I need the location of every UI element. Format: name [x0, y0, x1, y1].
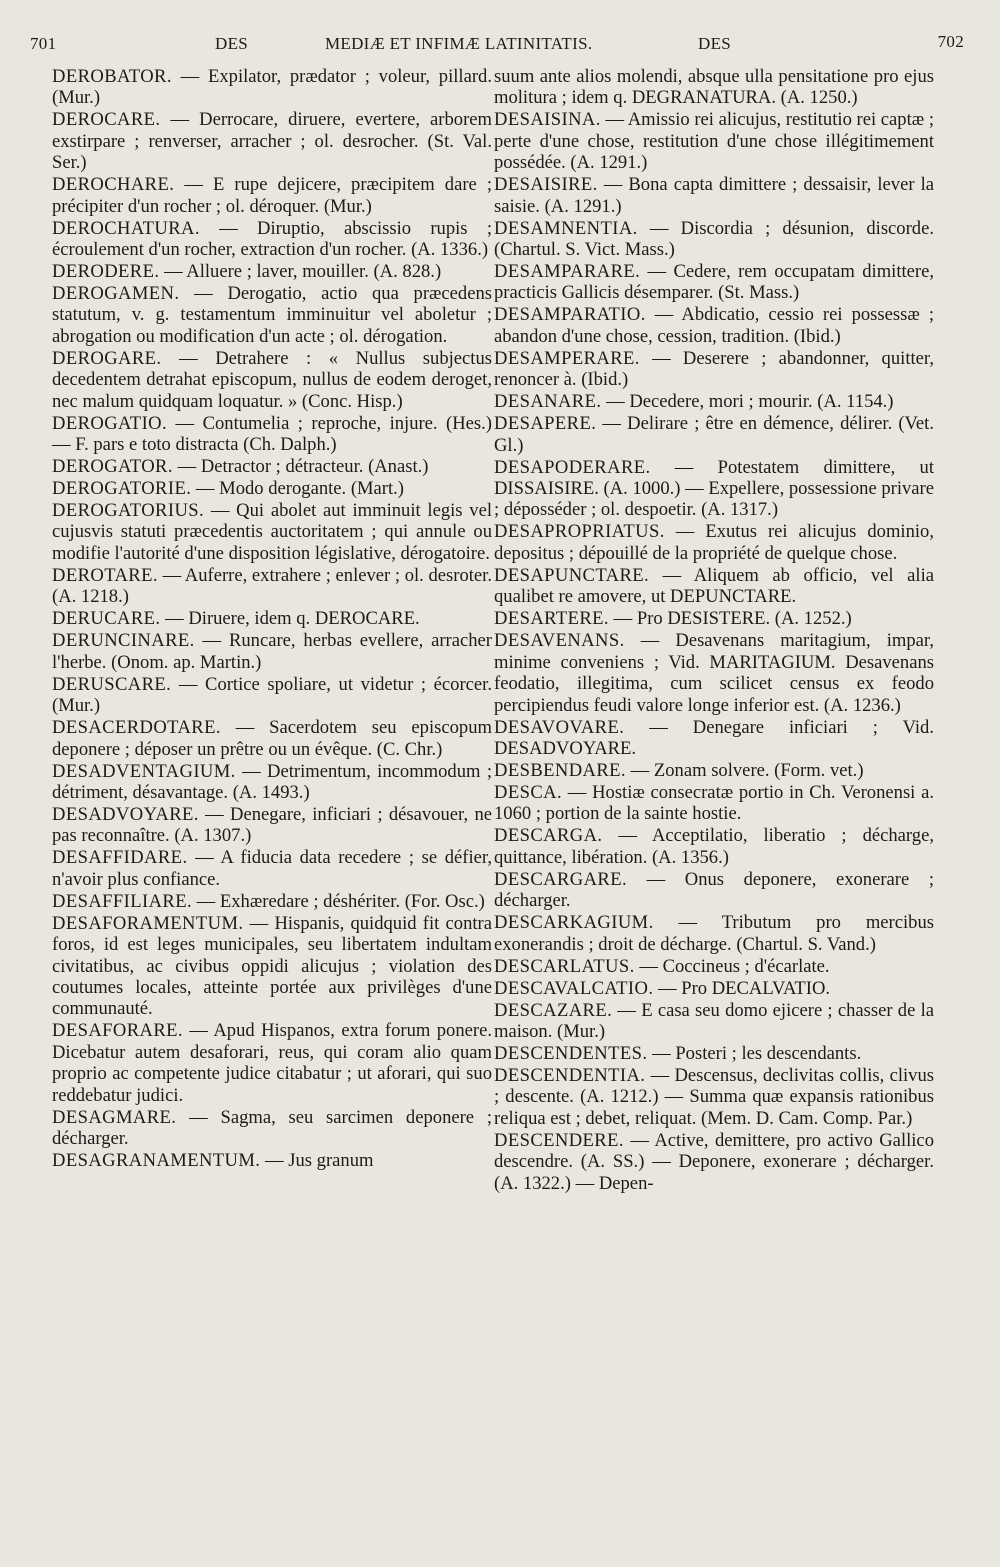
- dictionary-entry: [52, 283, 492, 347]
- entry-headword: DESAMNENTIA.: [494, 217, 638, 239]
- entry-headword: DEROGATORIUS.: [52, 500, 205, 522]
- dictionary-entry: [494, 174, 934, 217]
- dictionary-entry: [52, 804, 492, 847]
- entry-headword: DESAVENANS.: [494, 630, 625, 652]
- entry-definition: — Posteri ; les descendants.: [647, 1042, 862, 1064]
- dictionary-entry: [52, 674, 492, 717]
- entry-definition: — E casa seu domo ejicere ; chasser de la maison. (Mur.): [494, 999, 934, 1042]
- entry-headword: DESAPERE.: [494, 413, 597, 435]
- entry-headword: DESAISINA.: [494, 109, 601, 131]
- entry-headword: DESAGMARE.: [52, 1106, 177, 1128]
- dictionary-entry: [52, 261, 492, 282]
- entry-definition: — Diruere, idem q. DEROCARE.: [160, 608, 420, 630]
- dictionary-entry: [52, 456, 492, 477]
- entry-headword: DESBENDARE.: [494, 759, 626, 781]
- entry-headword: DESCARKAGIUM.: [494, 912, 654, 934]
- entry-headword: DESARTERE.: [494, 608, 609, 630]
- dictionary-entry: [494, 391, 934, 412]
- entry-headword: DESCARGA.: [494, 825, 603, 847]
- entry-definition: — Onus deponere, exonerare ; décharger.: [494, 868, 934, 912]
- dictionary-entry: [52, 913, 492, 1020]
- entry-definition: — Jus granum: [260, 1149, 374, 1171]
- entry-headword: DESAMPARATIO.: [494, 304, 646, 326]
- entry-definition: — Coccineus ; d'écarlate.: [634, 955, 830, 977]
- entry-headword: DESAFFILIARE.: [52, 890, 193, 912]
- entry-definition: — Bona capta dimittere ; dessaisir, lever la saisie. (A. 1291.): [494, 174, 934, 217]
- entry-definition: — Zonam solvere. (Form. vet.): [625, 759, 864, 781]
- entry-headword: DESAPROPRIATUS.: [494, 521, 665, 543]
- entry-definition: — Diruptio, abscissio rupis ; écroulement d'un rocher, extraction d'un rocher. (A. 1336.): [52, 217, 492, 261]
- entry-headword: DESCARGARE.: [494, 868, 628, 890]
- entry-headword: DESANARE.: [494, 391, 602, 413]
- entry-headword: DESCAZARE.: [494, 999, 613, 1021]
- dictionary-entry: [494, 261, 934, 304]
- dictionary-entry: [52, 608, 492, 629]
- entry-headword: DEROCHATURA.: [52, 217, 200, 239]
- entry-definition: — Detrahere : « Nullus subjectus decedentem detrahat episcopum, nullus de eodem deroget, nec malum quidquam loquatur. » (Conc. Hisp.): [52, 347, 492, 412]
- dictionary-entry: [52, 847, 492, 890]
- running-title: MEDIÆ ET INFIMÆ LATINITATIS.: [325, 34, 593, 53]
- entry-definition: — Denegare, inficiari ; désavouer, ne pas reconnaître. (A. 1307.): [52, 803, 492, 847]
- entry-headword: DESCA.: [494, 781, 563, 803]
- dictionary-entry: [494, 521, 934, 564]
- dictionary-entry: [494, 1130, 934, 1194]
- dictionary-entry: [52, 413, 492, 456]
- entry-definition: — Discordia ; désunion, discorde. (Chartul. S. Vict. Mass.): [494, 217, 934, 261]
- entry-definition: — Pro DECALVATIO.: [653, 977, 831, 999]
- dictionary-entry: [494, 413, 934, 456]
- dictionary-entry: [494, 760, 934, 781]
- dictionary-entry: [52, 761, 492, 804]
- dictionary-entry: [494, 956, 934, 977]
- dictionary-entry: [494, 66, 934, 109]
- entry-headword: DESAFORARE.: [52, 1020, 183, 1042]
- entry-definition: — Cedere, rem occupatam dimittere, practicis Gallicis désemparer. (St. Mass.): [494, 261, 934, 304]
- dictionary-entry: [52, 1150, 492, 1171]
- entry-headword: DESAFFIDARE.: [52, 847, 188, 869]
- entry-definition: — Exutus rei alicujus dominio, depositus ; dépouillé de la propriété de quelque chose.: [494, 521, 934, 564]
- entry-headword: DESADVOYARE.: [52, 803, 199, 825]
- entry-definition: — Sacerdotem seu episcopum deponere ; déposer un prêtre ou un évêque. (C. Chr.): [52, 717, 492, 760]
- dictionary-entry: [494, 869, 934, 912]
- entry-definition: — Auferre, extrahere ; enlever ; ol. desroter. (A. 1218.): [52, 564, 492, 608]
- entry-headword: DEROGARE.: [52, 347, 162, 369]
- dictionary-entry: [494, 782, 934, 825]
- entry-definition: — Derrocare, diruere, evertere, arborem exstirpare ; renverser, arracher ; ol. desrocher. (St. Val. Ser.): [52, 109, 492, 174]
- dictionary-entry: [52, 218, 492, 261]
- entry-definition: — Cortice spoliare, ut videtur ; écorcer. (Mur.): [52, 673, 492, 717]
- entry-headword: DEROBATOR.: [52, 66, 172, 87]
- dictionary-entry: [52, 630, 492, 673]
- dictionary-entry: [52, 1107, 492, 1150]
- catchword-left: DES: [215, 34, 249, 53]
- entry-headword: DEROGATORIE.: [52, 478, 192, 500]
- entry-headword: DESAFORAMENTUM.: [52, 912, 244, 934]
- entry-headword: DESCENDERE.: [494, 1129, 624, 1151]
- entry-definition: — Modo derogante. (Mart.): [191, 478, 405, 500]
- dictionary-entry: [494, 1065, 934, 1129]
- entry-headword: DEROCHARE.: [52, 174, 175, 196]
- entry-definition: — Abdicatio, cessio rei possessæ ; abandon d'une chose, cession, tradition. (Ibid.): [494, 304, 934, 347]
- entry-definition: — Detrimentum, incommodum ; détriment, désavantage. (A. 1493.): [52, 760, 492, 803]
- entry-headword: DESACERDOTARE.: [52, 717, 221, 739]
- entry-definition: — Hispanis, quidquid fit contra foros, id est leges municipales, seu libertatem indultam civitatibus, ac civibus oppidi alicujus ; violation des coutumes locales, atteinte portée aux privilèges d'une communauté.: [52, 912, 492, 1020]
- dictionary-entry: [494, 565, 934, 608]
- entry-definition: — Exhæredare ; déshériter. (For. Osc.): [192, 890, 485, 912]
- page-number-right: 702: [937, 32, 964, 51]
- entry-definition: — Desavenans maritagium, impar, minime conveniens ; Vid. MARITAGIUM. Desavenans feodatio, illegitima, cum scilicet census ex feodo percipiendus feudi valore longe inferior est. (A. 1236.): [494, 630, 934, 716]
- entry-headword: DESCARLATUS.: [494, 955, 635, 977]
- entry-headword: DEROGATOR.: [52, 456, 173, 478]
- dictionary-entry: [52, 348, 492, 412]
- entry-headword: DESAGRANAMENTUM.: [52, 1149, 261, 1171]
- entry-definition: — Apud Hispanos, extra forum ponere. Dicebatur autem desaforari, reus, qui coram alio quam proprio ac competente judice citabatur ; ut aforari, qui suo reddebatur judici.: [52, 1020, 492, 1106]
- entry-headword: DEROCARE.: [52, 109, 161, 131]
- right-column: [494, 66, 934, 1194]
- entry-headword: DERODERE.: [52, 261, 160, 283]
- entry-headword: DESADVENTAGIUM.: [52, 760, 236, 782]
- dictionary-entry: [494, 218, 934, 261]
- entry-headword: DESAVOVARE.: [494, 716, 625, 738]
- dictionary-entry: [494, 912, 934, 955]
- entry-definition: — Derogatio, actio qua præcedens statutum, v. g. testamentum imminuitur vel aboletur ; abrogation ou modification d'un acte ; ol. dérogation.: [52, 283, 492, 347]
- dictionary-entry: [494, 1000, 934, 1043]
- dictionary-entry: [52, 478, 492, 499]
- entry-headword: DEROGATIO.: [52, 412, 168, 434]
- entry-definition: — Qui abolet aut imminuit legis vel cujusvis statuti præcedentis auctoritatem ; qui annule ou modifie l'autorité d'une disposition législative, dérogatoire.: [52, 500, 492, 564]
- entry-headword: DESCENDENTIA.: [494, 1064, 646, 1086]
- entry-definition: — Tributum pro mercibus exonerandis ; droit de décharge. (Chartul. S. Vand.): [494, 912, 934, 955]
- dictionary-entry: [494, 109, 934, 173]
- dictionary-entry: [494, 608, 934, 629]
- entry-definition: — Aliquem ab officio, vel alia qualibet re amovere, ut DEPUNCTARE.: [494, 564, 934, 608]
- dictionary-entry: [52, 174, 492, 217]
- entry-definition: — E rupe dejicere, præcipitem dare ; précipiter d'un rocher ; ol. déroquer. (Mur.): [52, 174, 492, 217]
- entry-definition: — Expilator, prædator ; voleur, pillard. (Mur.): [52, 66, 492, 109]
- entry-definition: — Runcare, herbas evellere, arracher l'herbe. (Onom. ap. Martin.): [52, 630, 492, 673]
- entry-headword: DERUCARE.: [52, 608, 161, 630]
- entry-definition: — Deserere ; abandonner, quitter, renoncer à. (Ibid.): [494, 347, 934, 391]
- entry-headword: DESAISIRE.: [494, 174, 598, 196]
- dictionary-entry: [52, 109, 492, 173]
- dictionary-entry: [494, 630, 934, 716]
- entry-definition: — Pro DESISTERE. (A. 1252.): [608, 608, 852, 630]
- dictionary-entry: [494, 457, 934, 521]
- left-column: [52, 66, 492, 1171]
- entry-headword: DERUNCINARE.: [52, 630, 195, 652]
- entry-definition: — Sagma, seu sarcimen deponere ; décharger.: [52, 1106, 492, 1149]
- dictionary-entry: [494, 1043, 934, 1064]
- entry-definition: — Hostiæ consecratæ portio in Ch. Veronensi a. 1060 ; portion de la sainte hostie.: [494, 781, 934, 825]
- entry-headword: DESAPUNCTARE.: [494, 564, 650, 586]
- entry-definition: — Potestatem dimittere, ut DISSAISIRE. (A. 1000.) — Expellere, possessione privare ; déposséder ; ol. despoetir. (A. 1317.): [494, 456, 934, 521]
- entry-headword: DEROTARE.: [52, 564, 158, 586]
- catchword-right: DES: [698, 34, 732, 53]
- entry-headword: DESAMPARARE.: [494, 261, 641, 283]
- dictionary-entry: [494, 717, 934, 760]
- entry-definition: — Denegare inficiari ; Vid. DESADVOYARE.: [494, 716, 934, 759]
- entry-definition: — Acceptilatio, liberatio ; décharge, quittance, libération. (A. 1356.): [494, 825, 934, 868]
- entry-definition: — Delirare ; être en démence, délirer. (Vet. Gl.): [494, 413, 934, 456]
- running-header: [30, 34, 970, 60]
- dictionary-entry: [52, 717, 492, 760]
- entry-definition: — Descensus, declivitas collis, clivus ; descente. (A. 1212.) — Summa quæ expansis rationibus reliqua est ; debet, reliquat. (Mem. D. Cam. Comp. Par.): [494, 1064, 934, 1129]
- entry-definition: — Alluere ; laver, mouiller. (A. 828.): [159, 261, 442, 283]
- entry-headword: DESCAVALCATIO.: [494, 977, 654, 999]
- dictionary-entry: [494, 978, 934, 999]
- dictionary-entry: [52, 891, 492, 912]
- entry-headword: DESCENDENTES.: [494, 1042, 648, 1064]
- entry-definition: — Contumelia ; reproche, injure. (Hes.) — F. pars e toto distracta (Ch. Dalph.): [52, 412, 492, 456]
- entry-definition: suum ante alios molendi, absque ulla pensitatione pro ejus molitura ; idem q. DEGRANATURA. (A. 1250.): [494, 66, 934, 109]
- entry-definition: — Decedere, mori ; mourir. (A. 1154.): [601, 391, 894, 413]
- dictionary-entry: [494, 825, 934, 868]
- entry-definition: — Detractor ; détracteur. (Anast.): [172, 456, 429, 478]
- dictionary-entry: [494, 348, 934, 391]
- entry-definition: — A fiducia data recedere ; se défier, n'avoir plus confiance.: [52, 847, 492, 890]
- dictionary-entry: [52, 565, 492, 608]
- entry-headword: DESAPODERARE.: [494, 456, 651, 478]
- entry-definition: — Amissio rei alicujus, restitutio rei captæ ; perte d'une chose, restitution d'une chose illégitimement possédée. (A. 1291.): [494, 109, 934, 174]
- dictionary-entry: [52, 1020, 492, 1106]
- entry-headword: DESAMPERARE.: [494, 347, 640, 369]
- entry-headword: DERUSCARE.: [52, 673, 172, 695]
- dictionary-entry: [494, 304, 934, 347]
- entry-definition: — Active, demittere, pro activo Gallico descendre. (A. SS.) — Deponere, exonerare ; décharger. (A. 1322.) — Depen-: [494, 1129, 934, 1194]
- dictionary-entry: [52, 500, 492, 564]
- page-number-left: 701: [30, 34, 57, 53]
- entry-headword: DEROGAMEN.: [52, 283, 180, 305]
- dictionary-entry: [52, 66, 492, 109]
